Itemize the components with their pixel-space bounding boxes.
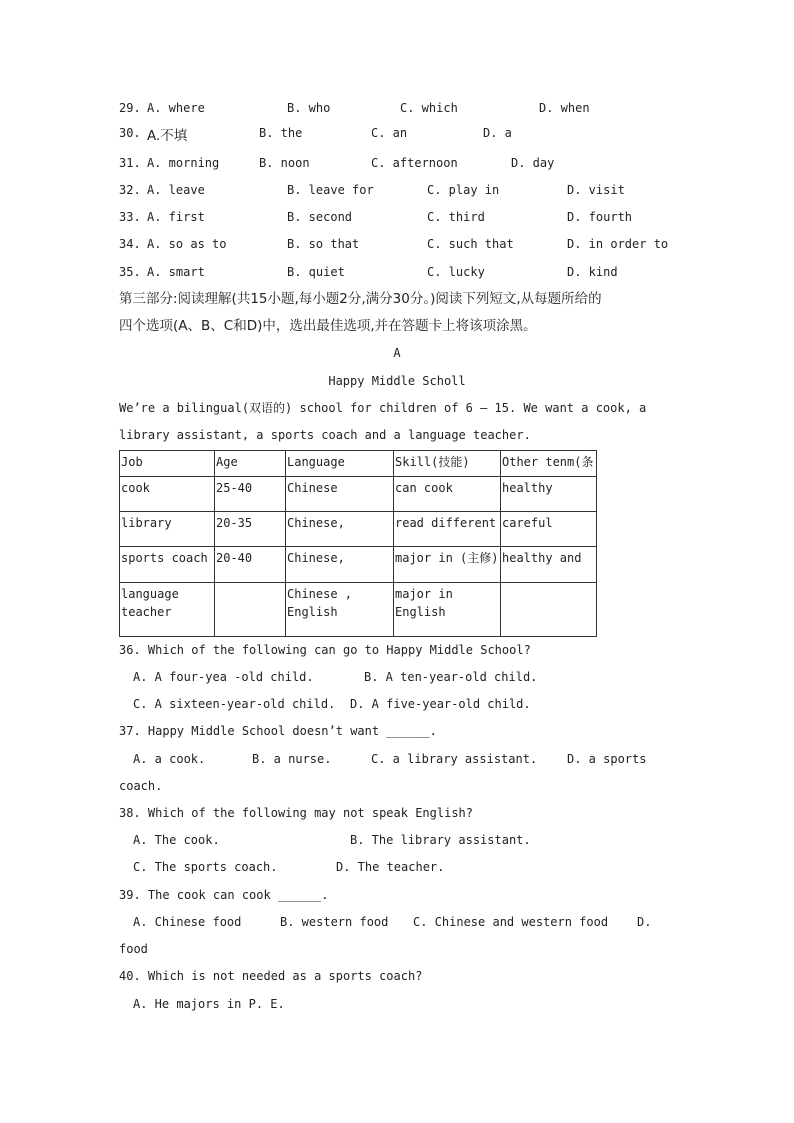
q40-stem: 40. Which is not needed as a sports coach? [119,969,423,983]
q29-number: 29. [119,101,141,115]
q36-option-d: D. A five-year-old child. [350,697,531,711]
table-row [120,547,597,583]
cell-other: healthy and [502,551,582,565]
q39-option-a: A. Chinese food [133,915,242,929]
q37-option-a: A. a cook. [133,752,206,766]
q31-option-d: D. day [511,156,555,170]
q39-option-c: C. Chinese and western food [413,915,609,929]
q37-option-b: B. a nurse. [252,752,332,766]
cell-language: Chinese , [287,587,353,601]
q31-option-b: B. noon [259,156,310,170]
cell-age: 25-40 [216,481,253,495]
header-language: Language [287,455,345,469]
q36-option-b: B. A ten-year-old child. [364,670,538,684]
q32-option-d: D. visit [567,183,625,197]
cell-skill: can cook [395,481,453,495]
q30-option-b: B. the [259,126,303,140]
q32-option-b: B. leave for [287,183,374,197]
q29-option-d: D. when [539,101,590,115]
cell-job: library [121,516,172,530]
cell-skill: major in (主修) [395,551,499,565]
table-row [120,512,597,547]
cell-language-continued: English [287,605,338,619]
passage-title: Happy Middle Scholl [328,374,466,388]
passage-intro-line2: library assistant, a sports coach and a language teacher. [119,428,531,442]
q34-number: 34. [119,237,141,251]
q39-option-d-continued: food [119,942,148,956]
q33-option-b: B. second [287,210,353,224]
q40-option-a: A. He majors in P. E. [133,997,285,1011]
cell-age: 20-40 [216,551,253,565]
cell-language: Chinese, [287,551,345,565]
q29-option-b: B. who [287,101,331,115]
cell-age: 20-35 [216,516,253,530]
header-job: Job [121,455,143,469]
header-other: Other tenm(条 [502,455,594,469]
q30-option-d: D. a [483,126,512,140]
q34-option-b: B. so that [287,237,360,251]
q38-stem: 38. Which of the following may not speak English? [119,806,474,820]
q38-option-a: A. The cook. [133,833,220,847]
q30-option-a: A.不填 [147,128,188,144]
table-header-row [120,451,597,477]
cell-other: healthy [502,481,553,495]
cell-job: cook [121,481,150,495]
q35-number: 35. [119,265,141,279]
passage-label: A [393,346,401,360]
cell-age [215,583,285,587]
header-age: Age [216,455,238,469]
cell-skill: read different [395,516,497,530]
q32-option-a: A. leave [147,183,205,197]
q37-option-c: C. a library assistant. [371,752,538,766]
q31-option-a: A. morning [147,156,220,170]
table-row [120,477,597,512]
cell-skill: major in [395,587,453,601]
table-row [120,583,597,637]
q37-stem: 37. Happy Middle School doesn’t want ______. [119,724,437,738]
q35-option-d: D. kind [567,265,618,279]
q33-number: 33. [119,210,141,224]
q34-option-d: D. in order to [567,237,669,251]
q38-option-b: B. The library assistant. [350,833,531,847]
q36-option-a: A. A four-yea -old child. [133,670,314,684]
q29-option-a: A. where [147,101,205,115]
q33-option-a: A. first [147,210,205,224]
q39-option-b: B. western food [280,915,389,929]
passage-intro-line1: We’re a bilingual(双语的) school for children of 6 – 15. We want a cook, a [119,401,647,415]
job-table [119,450,597,637]
q31-option-c: C. afternoon [371,156,458,170]
q35-option-a: A. smart [147,265,205,279]
q38-option-d: D. The teacher. [336,860,445,874]
q39-stem: 39. The cook can cook ______. [119,888,329,902]
cell-job: sports coach [121,551,208,565]
q37-option-d: D. a sports [567,752,647,766]
q33-option-d: D. fourth [567,210,633,224]
q30-option-c: C. an [371,126,408,140]
q38-option-c: C. The sports coach. [133,860,278,874]
cell-other [501,583,596,587]
q36-option-c: C. A sixteen-year-old child. [133,697,336,711]
q32-option-c: C. play in [427,183,500,197]
section3-instructions-line2: 四个选项(A、B、C和D)中，选出最佳选项,并在答题卡上将该项涂黑。 [119,318,537,334]
q30-number: 30. [119,126,141,140]
q35-option-c: C. lucky [427,265,485,279]
cell-language: Chinese, [287,516,345,530]
q39-option-d: D. [637,915,652,929]
cell-language: Chinese [287,481,338,495]
q32-number: 32. [119,183,141,197]
q34-option-c: C. such that [427,237,514,251]
header-skill: Skill(技能) [395,455,470,469]
q33-option-c: C. third [427,210,485,224]
q29-option-c: C. which [400,101,458,115]
cell-job: language [121,587,179,601]
q37-option-d-continued: coach. [119,779,163,793]
q31-number: 31. [119,156,141,170]
cell-skill-continued: English [395,605,446,619]
cell-job-continued: teacher [121,605,172,619]
q35-option-b: B. quiet [287,265,345,279]
q36-stem: 36. Which of the following can go to Happy Middle School? [119,643,531,657]
section3-instructions-line1: 第三部分:阅读理解(共15小题,每小题2分,满分30分。)阅读下列短文,从每题所给的 [119,291,602,307]
cell-other: careful [502,516,553,530]
q34-option-a: A. so as to [147,237,227,251]
